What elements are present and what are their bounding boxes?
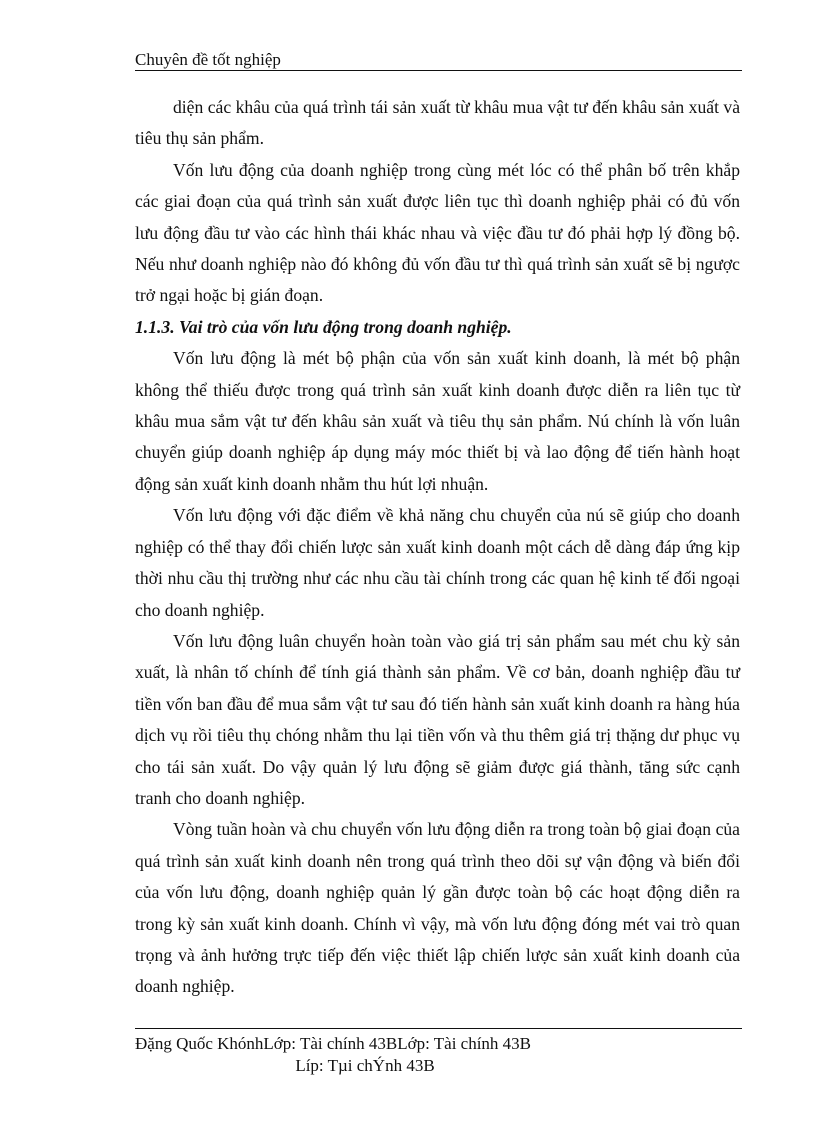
paragraph-2: Vốn lưu động của doanh nghiệp trong cùng mét lóc có thể phân bố trên khắp các giai đoạn của quá trình sản xuất được liên tục thì doanh nghiệp phải có đủ vốn lưu động đầu tư vào các hình thái khác nhau và việc đầu tư đó phải hợp lý đồng bộ. Nếu như doanh nghiệp nào đó không đủ vốn đầu tư thì quá trình sản xuất sẽ bị ngược trở ngại hoặc bị gián đoạn.: [135, 159, 740, 306]
footer-divider: [135, 1028, 742, 1029]
paragraph-6: Vòng tuần hoàn và chu chuyển vốn lưu động diễn ra trong toàn bộ giai đoạn của quá trình sản xuất kinh doanh nên trong quá trình theo dõi sự vận động và biến đổi của vốn lưu động, doanh nghiệp quản lý gần được toàn bộ các hoạt động diễn ra trong kỳ sản xuất kinh doanh. Chính vì vậy, mà vốn lưu động đóng mét vai trò quan trọng và ảnh hưởng trực tiếp đến việc thiết lập chiến lược sản xuất kinh doanh của doanh nghiệp.: [135, 819, 740, 997]
paragraph-4: Vốn lưu động với đặc điểm về khả năng chu chuyển của nú sẽ giúp cho doanh nghiệp có thể thay đổi chiến lược sản xuất kinh doanh một cách dễ dàng đáp ứng kịp thời nhu cầu thị trường như các nhu cầu tài chính trong các quan hệ kinh tế đối ngoại cho doanh nghiệp.: [135, 505, 740, 620]
footer-author-class: Đặng Quốc KhónhLớp: Tài chính 43BLớp: Tài chính 43B: [135, 1034, 532, 1053]
document-body: [135, 92, 740, 1003]
paragraph-1: diện các khâu của quá trình tái sản xuất từ khâu mua vật tư đến khâu sản xuất và tiêu thụ sản phẩm.: [135, 97, 740, 149]
header-divider: [135, 70, 742, 71]
paragraph-5: Vốn lưu động luân chuyển hoàn toàn vào giá trị sản phẩm sau mét chu kỳ sản xuất, là nhân tố chính để tính giá thành sản phẩm. Về cơ bản, doanh nghiệp đầu tư tiền vốn ban đầu để mua sắm vật tư sau đó tiến hành sản xuất kinh doanh ra hàng húa dịch vụ rồi tiêu thụ chóng nhằm thu lại tiền vốn và thu thêm giá trị thặng dư phục vụ cho tái sản xuất. Do vậy quản lý lưu động sẽ giảm được giá thành, tăng sức cạnh tranh cho doanh nghiệp.: [135, 630, 740, 808]
footer-class-label: Líp: Tµi chÝnh 43B: [295, 1056, 435, 1075]
section-heading: 1.1.3. Vai trò của vốn lưu động trong doanh nghiệp.: [135, 316, 512, 337]
paragraph-3: Vốn lưu động là mét bộ phận của vốn sản xuất kinh doanh, là mét bộ phận không thể thiếu được trong quá trình sản xuất kinh doanh được diễn ra liên tục từ khâu mua sắm vật tư đến khâu sản xuất và tiêu thụ sản phẩm. Nú chính là vốn luân chuyển giúp doanh nghiệp áp dụng máy móc thiết bị và lao động để tiến hành hoạt động sản xuất kinh doanh nhằm thu hút lợi nhuận.: [135, 348, 740, 494]
page-header-title: Chuyên đề tốt nghiệp: [135, 50, 281, 69]
